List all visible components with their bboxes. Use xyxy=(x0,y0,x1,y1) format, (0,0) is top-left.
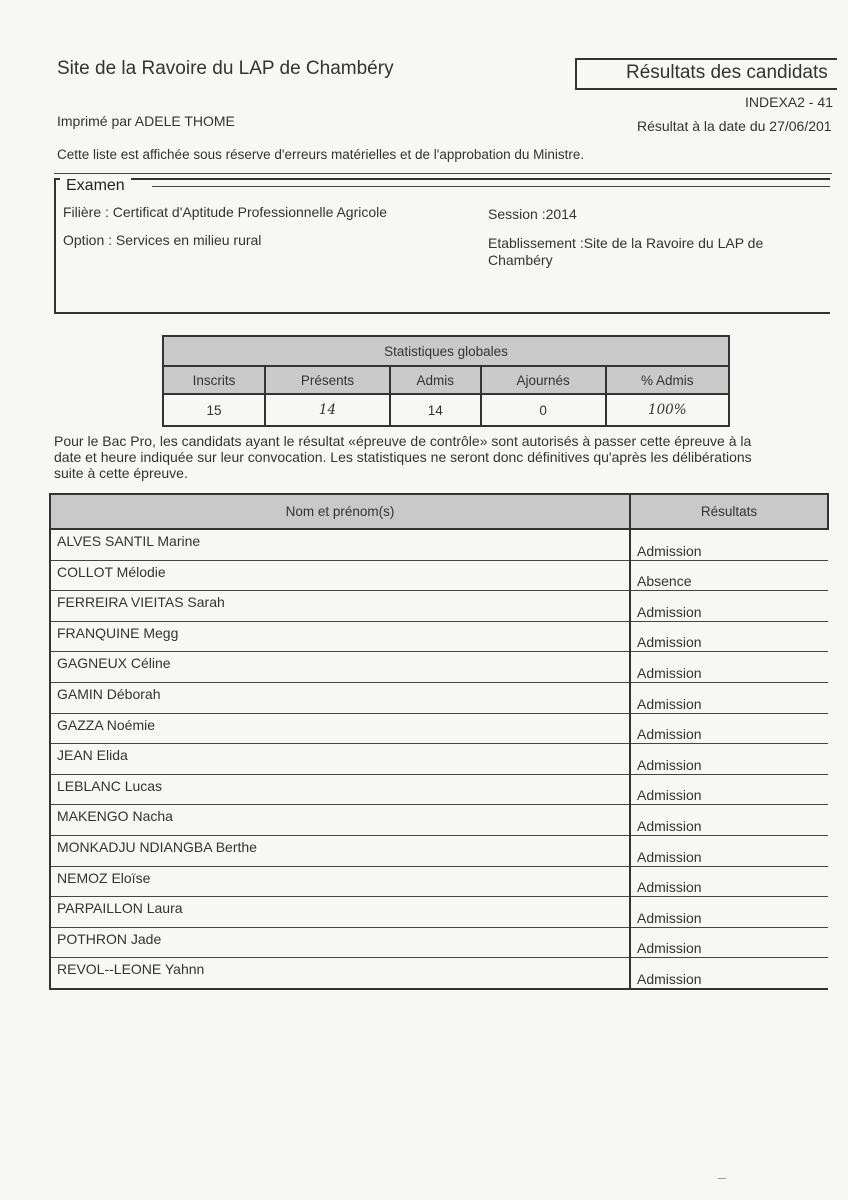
table-row xyxy=(50,835,828,866)
stats-header: Inscrits xyxy=(163,366,265,394)
candidate-result: Admission xyxy=(630,927,828,958)
exam-divider xyxy=(152,186,830,187)
table-row xyxy=(50,866,828,897)
candidate-name: GAZZA Noémie xyxy=(50,713,630,744)
bac-pro-note: Pour le Bac Pro, les candidats ayant le résultat «épreuve de contrôle» sont autorisés à passer cette épreuve à la date et heure indiquée sur leur convocation. Les statistiques ne seront donc définitives qu'après les délibérations suite à cette épreuve. xyxy=(54,433,752,481)
stats-header: Admis xyxy=(390,366,481,394)
exam-session: Session :2014 xyxy=(488,206,577,222)
candidate-result: Admission xyxy=(630,713,828,744)
candidate-result: Admission xyxy=(630,621,828,652)
column-header-result: Résultats xyxy=(630,494,828,529)
candidate-name: REVOL--LEONE Yahnn xyxy=(50,958,630,989)
candidate-result: Absence xyxy=(630,560,828,591)
candidate-name: COLLOT Mélodie xyxy=(50,560,630,591)
table-row xyxy=(50,560,828,591)
table-row xyxy=(50,927,828,958)
printed-by: Imprimé par ADELE THOME xyxy=(57,113,235,129)
table-row xyxy=(50,958,828,989)
candidate-result: Admission xyxy=(630,774,828,805)
candidate-name: MONKADJU NDIANGBA Berthe xyxy=(50,835,630,866)
exam-legend: Examen xyxy=(60,177,131,195)
candidate-name: NEMOZ Eloïse xyxy=(50,866,630,897)
candidate-result: Admission xyxy=(630,529,828,560)
table-row xyxy=(50,744,828,775)
candidate-name: JEAN Elida xyxy=(50,744,630,775)
exam-etablissement: Etablissement :Site de la Ravoire du LAP de Chambéry xyxy=(488,235,764,268)
stats-header: Ajournés xyxy=(481,366,606,394)
candidate-result: Admission xyxy=(630,805,828,836)
site-title: Site de la Ravoire du LAP de Chambéry xyxy=(57,58,394,79)
candidate-name: ALVES SANTIL Marine xyxy=(50,529,630,560)
candidate-result: Admission xyxy=(630,866,828,897)
table-row xyxy=(50,621,828,652)
stats-value-admis: 14 xyxy=(390,394,481,426)
candidate-result: Admission xyxy=(630,682,828,713)
stats-header: % Admis xyxy=(606,366,729,394)
exam-option: Option : Services en milieu rural xyxy=(63,232,262,248)
candidate-result: Admission xyxy=(630,591,828,622)
divider xyxy=(54,173,832,174)
table-row xyxy=(50,805,828,836)
candidates-table xyxy=(49,493,829,990)
exam-filiere: Filière : Certificat d'Aptitude Professionnelle Agricole xyxy=(63,204,388,220)
result-date: Résultat à la date du 27/06/201 xyxy=(637,118,832,134)
scan-mark xyxy=(718,1178,726,1179)
column-header-name: Nom et prénom(s) xyxy=(50,494,630,529)
candidate-result: Admission xyxy=(630,897,828,928)
candidate-result: Admission xyxy=(630,744,828,775)
table-row xyxy=(50,713,828,744)
candidate-name: GAGNEUX Céline xyxy=(50,652,630,683)
stats-header: Présents xyxy=(265,366,390,394)
candidate-name: FRANQUINE Megg xyxy=(50,621,630,652)
results-title: Résultats des candidats xyxy=(626,62,828,83)
table-row xyxy=(50,652,828,683)
stats-table xyxy=(162,335,730,427)
stats-caption: Statistiques globales xyxy=(163,336,729,366)
table-row xyxy=(50,774,828,805)
candidate-name: LEBLANC Lucas xyxy=(50,774,630,805)
candidate-name: FERREIRA VIEITAS Sarah xyxy=(50,591,630,622)
stats-value-ajournes: 0 xyxy=(481,394,606,426)
candidate-result: Admission xyxy=(630,835,828,866)
disclaimer-notice: Cette liste est affichée sous réserve d'erreurs matérielles et de l'approbation du Ministre. xyxy=(57,147,585,162)
candidate-name: MAKENGO Nacha xyxy=(50,805,630,836)
stats-value-inscrits: 15 xyxy=(163,394,265,426)
table-row xyxy=(50,591,828,622)
stats-value-percent-admis: 100% xyxy=(606,394,729,426)
candidate-result: Admission xyxy=(630,652,828,683)
candidate-name: POTHRON Jade xyxy=(50,927,630,958)
table-row xyxy=(50,682,828,713)
index-code: INDEXA2 - 41 xyxy=(745,94,833,110)
table-row xyxy=(50,529,828,560)
table-row xyxy=(50,897,828,928)
candidate-name: PARPAILLON Laura xyxy=(50,897,630,928)
candidate-result: Admission xyxy=(630,958,828,989)
candidate-name: GAMIN Déborah xyxy=(50,682,630,713)
stats-value-presents: 14 xyxy=(265,394,390,426)
